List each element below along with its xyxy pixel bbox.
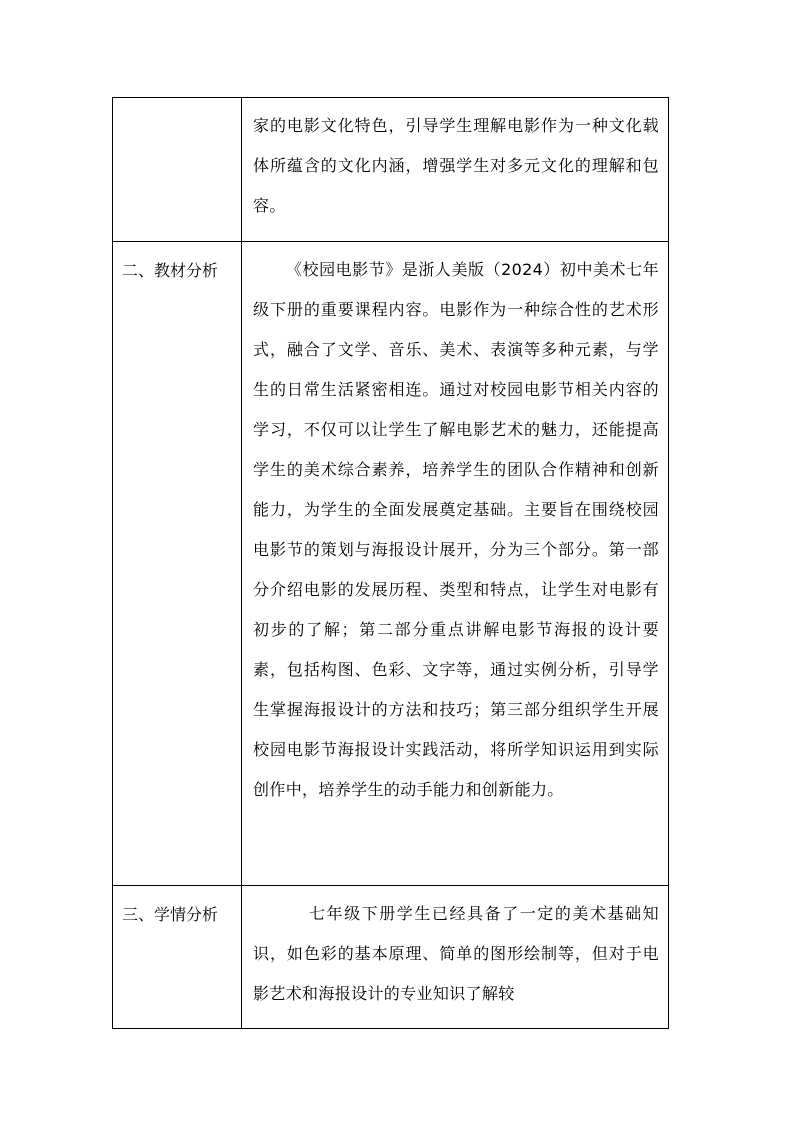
row-label-cell xyxy=(113,886,242,1029)
table-row xyxy=(113,98,669,242)
table-row xyxy=(113,242,669,886)
student-analysis-text: 七年级下册学生已经具备了一定的美术基础知识，如色彩的基本原理、简单的图形绘制等，但对于电影艺术和海报设计的专业知识了解较 xyxy=(253,904,659,1003)
textbook-analysis-label: 二、教材分析 xyxy=(122,261,219,280)
table-row xyxy=(113,886,669,1029)
row-label xyxy=(113,98,241,107)
textbook-analysis-text: 《校园电影节》是浙人美版（2024）初中美术七年级下册的重要课程内容。电影作为一种综合性的艺术形式，融合了文学、音乐、美术、表演等多种元素，与学生的日常生活紧密相连。通过对校园电影节相关内容的学习，不仅可以让学生了解电影艺术的魅力，还能提高学生的美术综合素养，培养学生的团队合作精神和创新能力，为学生的全面发展奠定基础。主要旨在围绕校园电影节的策划与海报设计展开，分为三个部分。第一部分介绍电影的发展历程、类型和特点，让学生对电影有初步的了解；第二部分重点讲解电影节海报的设计要素，包括构图、色彩、文字等，通过实例分析，引导学生掌握海报设计的方法和技巧；第三部分组织学生开展校园电影节海报设计实践活动，将所学知识运用到实际创作中，培养学生的动手能力和创新能力。 xyxy=(253,260,659,799)
row-content-cell xyxy=(242,98,669,242)
row-label-cell xyxy=(113,242,242,886)
lesson-plan-table xyxy=(112,97,669,1029)
culture-goal-text: 家的电影文化特色，引导学生理解电影作为一种文化载体所蕴含的文化内涵，增强学生对多元文化的理解和包容。 xyxy=(253,116,659,215)
row-label-cell xyxy=(113,98,242,242)
row-content-cell xyxy=(242,886,669,1029)
student-analysis-label: 三、学情分析 xyxy=(122,905,219,924)
row-content-cell xyxy=(242,242,669,886)
